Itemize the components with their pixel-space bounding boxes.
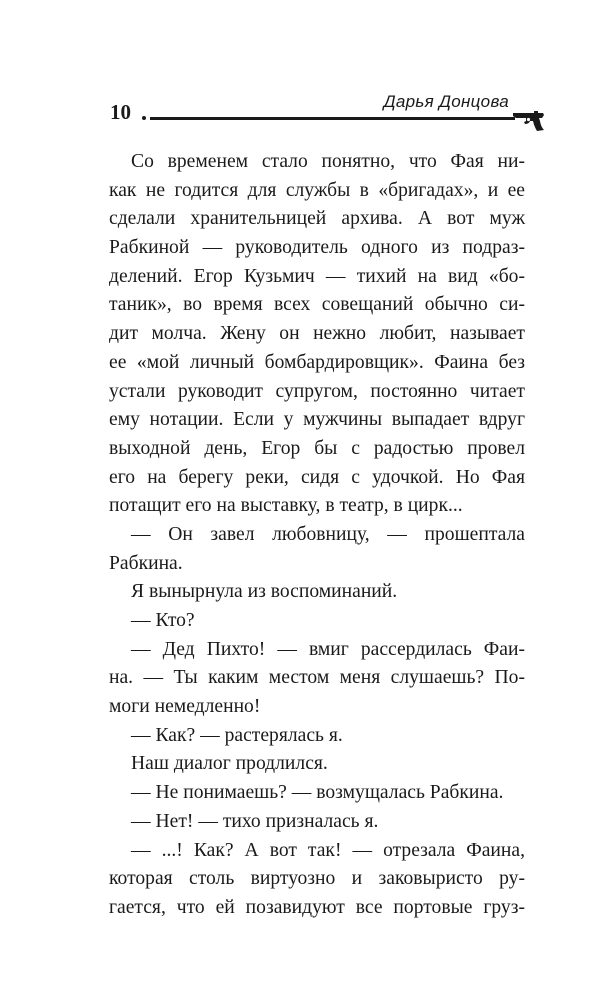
text-line: гается, что ей позавидуют все портовые груз- <box>109 896 525 918</box>
text-line: Я вынырнула из воспоминаний. <box>131 581 398 603</box>
text-line: его на берегу реки, сидя с удочкой. Но Фая <box>109 466 525 488</box>
text-line: ее «мой личный бомбардировщик». Фаина без <box>109 351 525 373</box>
header-dot <box>142 116 146 120</box>
text-line: делений. Егор Кузьмич — тихий на вид «бо- <box>109 265 525 287</box>
text-line: — Нет! — тихо призналась я. <box>131 810 379 832</box>
author-name: Дарья Донцова <box>383 92 509 111</box>
text-line: — Не понимаешь? — возмущалась Рабкина. <box>131 782 504 804</box>
text-line: Со временем стало понятно, что Фая ни- <box>131 151 525 172</box>
text-line: на. — Ты каким местом меня слушаешь? По- <box>109 667 525 689</box>
text-line: — Как? — растерялась я. <box>131 724 343 746</box>
text-line: дит молча. Жену он нежно любит, называет <box>109 323 525 345</box>
text-line: ему нотации. Если у мужчины выпадает вдруг <box>109 409 525 431</box>
text-line: устали руководит супругом, постоянно читает <box>109 380 525 402</box>
text-line: как не годится для службы в «бригадах», и ее <box>109 179 525 201</box>
text-line: Наш диалог продлился. <box>131 753 328 775</box>
text-line: Рабкиной — руководитель одного из подраз- <box>109 237 525 259</box>
revolver-icon <box>512 110 546 132</box>
running-header <box>0 0 605 140</box>
text-line: которая столь виртуозно и заковыристо ру- <box>109 868 525 890</box>
text-line: — Дед Пихто! — вмиг рассердилась Фаи- <box>131 638 525 660</box>
text-line: — Кто? <box>131 610 195 631</box>
page-number: 10 <box>110 100 131 124</box>
header-rule <box>150 117 515 120</box>
text-line: — ...! Как? А вот так! — отрезала Фаина, <box>131 839 525 861</box>
text-line: сделали хранительницей архива. А вот муж <box>109 208 525 230</box>
text-line: Рабкина. <box>109 552 183 574</box>
text-line: таник», во время всех совещаний обычно си- <box>109 294 525 316</box>
body-text <box>109 148 525 923</box>
text-line: выходной день, Егор бы с радостью провел <box>109 437 525 459</box>
text-line: потащит его на выставку, в театр, в цирк... <box>109 495 463 517</box>
text-line: — Он завел любовницу, — прошептала <box>131 523 525 545</box>
text-line: моги немедленно! <box>109 696 261 718</box>
